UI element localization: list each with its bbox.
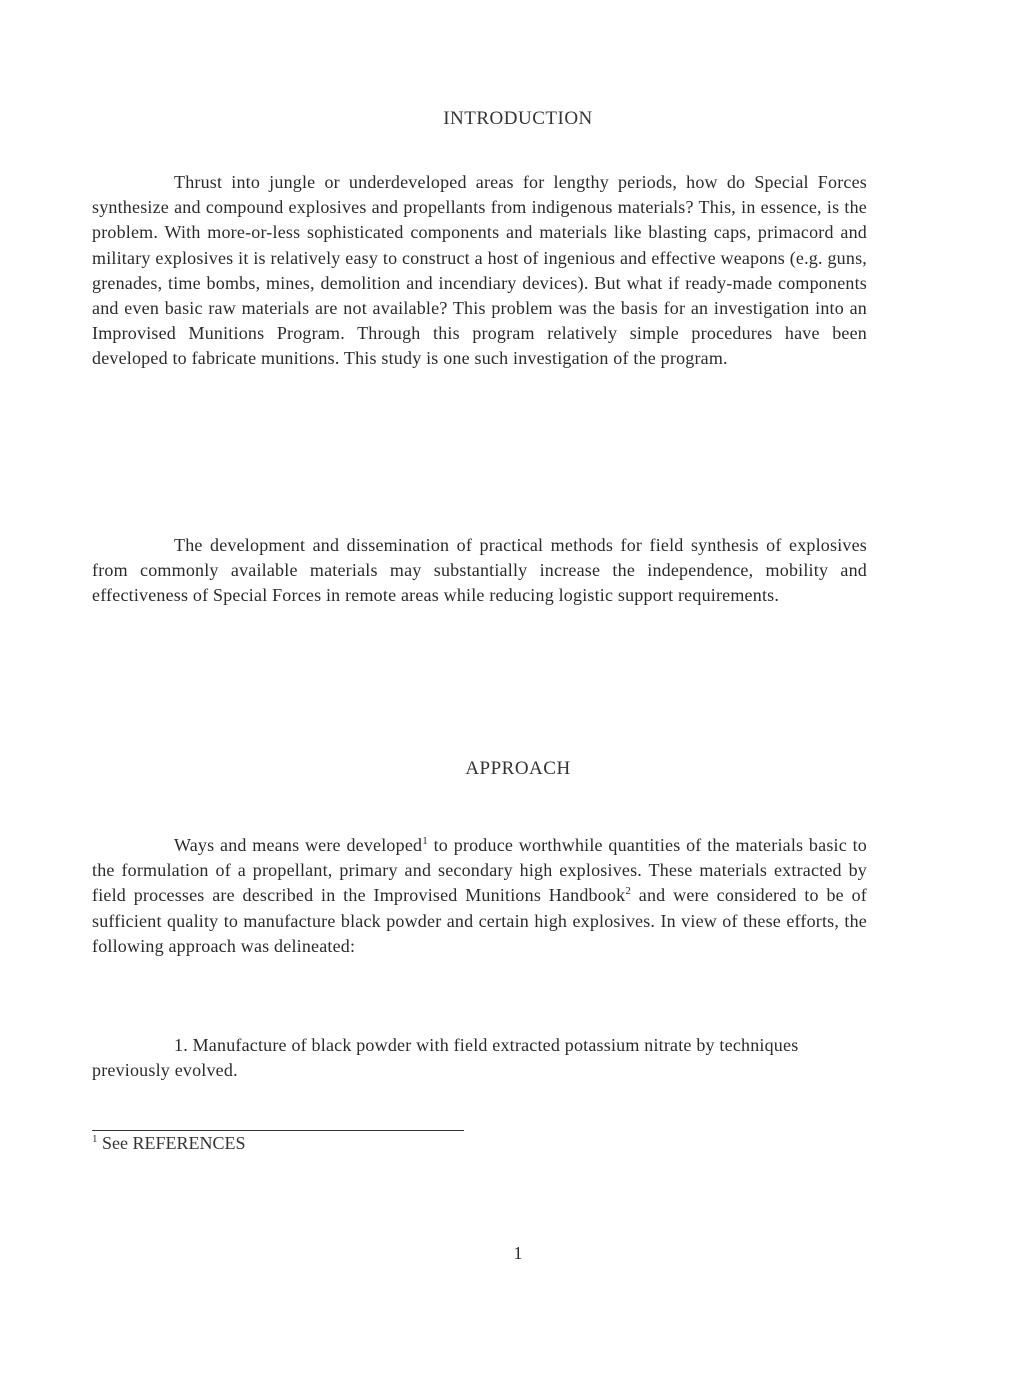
approach-paragraph bbox=[92, 833, 867, 959]
approach-text-part-1: Ways and means were developed bbox=[174, 835, 423, 855]
footnote-text: See REFERENCES bbox=[97, 1133, 246, 1153]
footnote bbox=[92, 1133, 246, 1154]
footnote-divider bbox=[92, 1130, 464, 1131]
page-number: 1 bbox=[513, 1243, 523, 1263]
approach-list-item-1: 1. Manufacture of black powder with field extracted potassium nitrate by techniques previously evolved. bbox=[92, 1035, 799, 1081]
approach-text-part-2: to produce worthwhile quantities of the materials basic to the formulation of a propellant, primary and secondary high explosives. These materials extracted by field processes are described in the Improvised Munitions Handbook bbox=[92, 835, 867, 906]
reference-marker-2: 2 bbox=[625, 885, 632, 898]
approach-heading: APPROACH bbox=[465, 758, 571, 779]
introduction-paragraph-1: Thrust into jungle or underdeveloped areas for lengthy periods, how do Special Forces synthesize and compound explosives and propellants from indigenous materials? This, in essence, is the problem. With more-or-less sophisticated components and materials like blasting caps, primacord and military explosives it is relatively easy to construct a host of ingenious and effective weapons (e.g. guns, grenades, time bombs, mines, demolition and incendiary devices). But what if ready-made components and even basic raw materials are not available? This problem was the basis for an investigation into an Improvised Munitions Program. Through this program relatively simple procedures have been developed to fabricate munitions. This study is one such investigation of the program. bbox=[92, 172, 867, 369]
reference-marker-1: 1 bbox=[422, 835, 428, 847]
introduction-heading: INTRODUCTION bbox=[443, 108, 593, 129]
footnote-marker: 1 bbox=[92, 1133, 98, 1145]
approach-text-part-3: and were considered to be of sufficient quality to manufacture black powder and certain high explosives. In view of these efforts, the following approach was delineated: bbox=[92, 885, 867, 956]
introduction-paragraph-2: The development and dissemination of practical methods for field synthesis of explosives from commonly available materials may substantially increase the independence, mobility and effectiveness of Special Forces in remote areas while reducing logistic support requirements. bbox=[92, 535, 867, 606]
